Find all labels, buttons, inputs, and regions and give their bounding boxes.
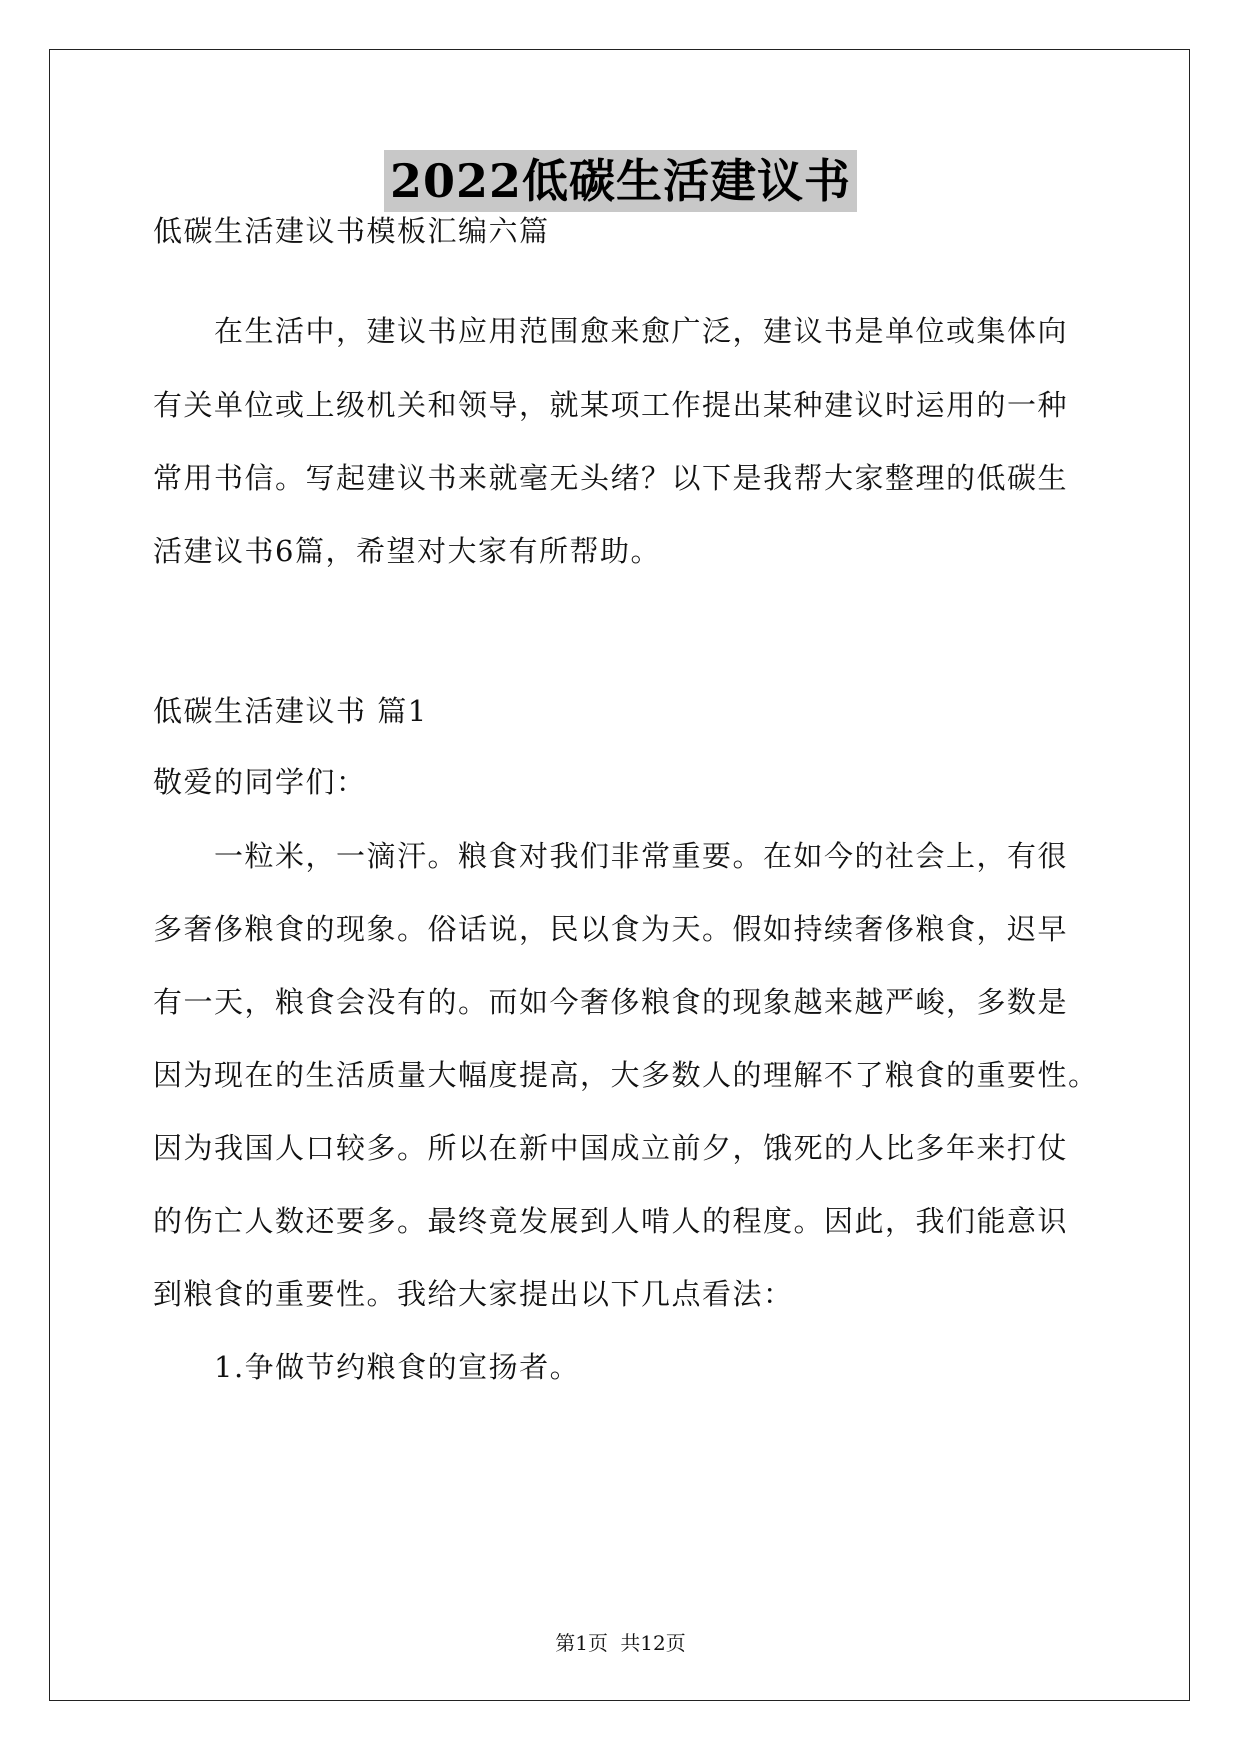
- page-number: 第1页: [555, 1631, 608, 1655]
- intro-line: 有关单位或上级机关和领导，就某项工作提出某种建议时运用的一种: [153, 388, 1069, 422]
- intro-line: 常用书信。写起建议书来就毫无头绪？以下是我帮大家整理的低碳生: [153, 461, 1069, 495]
- salutation: 敬爱的同学们：: [153, 765, 367, 799]
- body-line: 因为现在的生活质量大幅度提高，大多数人的理解不了粮食的重要性。: [153, 1058, 1099, 1092]
- body-line: 一粒米，一滴汗。粮食对我们非常重要。在如今的社会上，有很: [214, 839, 1069, 873]
- page-total: 共12页: [620, 1631, 686, 1655]
- list-item: 1.争做节约粮食的宣扬者。: [214, 1350, 581, 1384]
- title-container: [0, 150, 1241, 212]
- subtitle: 低碳生活建议书模板汇编六篇: [153, 214, 550, 248]
- document-title: 2022低碳生活建议书: [384, 150, 857, 212]
- body-line: 到粮食的重要性。我给大家提出以下几点看法：: [153, 1277, 794, 1311]
- page-footer: [0, 1627, 1241, 1656]
- body-line: 多奢侈粮食的现象。俗话说，民以食为天。假如持续奢侈粮食，迟早: [153, 912, 1069, 946]
- body-line: 有一天，粮食会没有的。而如今奢侈粮食的现象越来越严峻，多数是: [153, 985, 1069, 1019]
- body-line: 的伤亡人数还要多。最终竟发展到人啃人的程度。因此，我们能意识: [153, 1204, 1069, 1238]
- page-border: [49, 49, 1190, 1701]
- intro-line: 活建议书6篇，希望对大家有所帮助。: [153, 534, 661, 568]
- intro-line: 在生活中，建议书应用范围愈来愈广泛，建议书是单位或集体向: [214, 314, 1069, 348]
- body-line: 因为我国人口较多。所以在新中国成立前夕，饿死的人比多年来打仗: [153, 1131, 1069, 1165]
- section-heading: 低碳生活建议书 篇1: [153, 694, 428, 728]
